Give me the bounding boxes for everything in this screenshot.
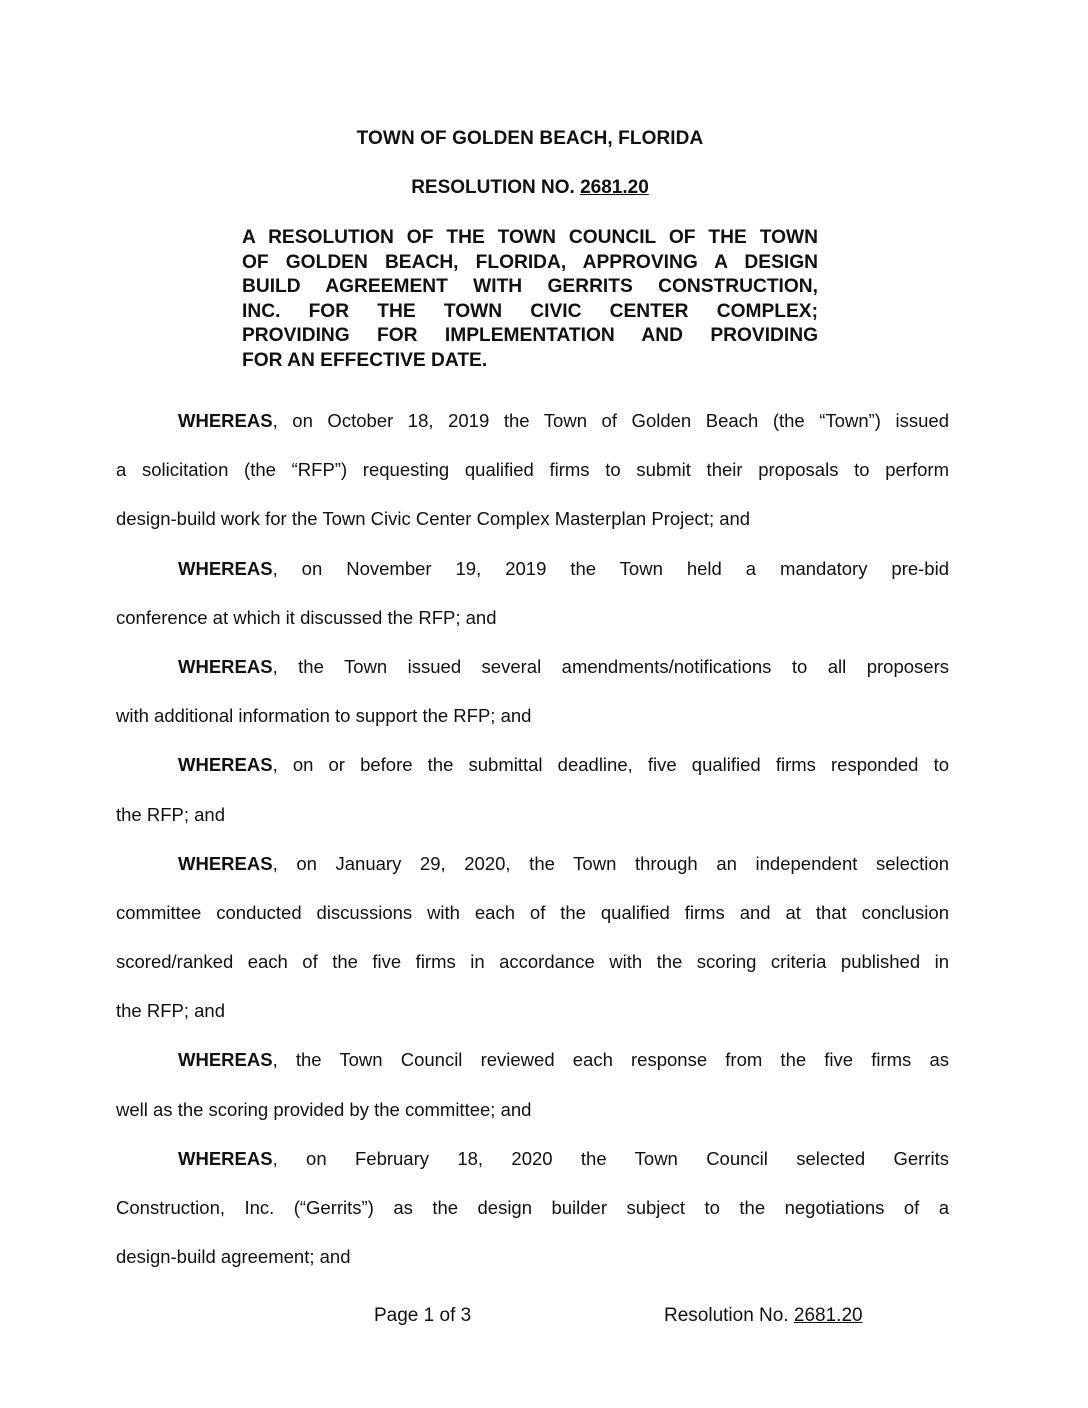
page-number: Page 1 of 3 [374,1305,472,1326]
whereas-keyword: WHEREAS [178,655,273,677]
whereas-clause [116,839,949,1036]
caption-line: FOR AN EFFECTIVE DATE. [242,349,488,371]
clause-first-line [116,1035,949,1084]
whereas-clause [116,1134,949,1282]
whereas-keyword: WHEREAS [178,1049,273,1071]
footer-resolution [664,1305,863,1327]
clause-line: scored/ranked each of the five firms in accordance with the scoring criteria published in [116,951,949,973]
clause-line: well as the scoring provided by the committee; and [116,1098,532,1120]
whereas-keyword: WHEREAS [178,1147,273,1169]
whereas-clause [116,740,949,838]
clause-line: design-build work for the Town Civic Center Complex Masterplan Project; and [116,508,751,530]
whereas-clause [116,642,949,740]
caption-line: PROVIDING FOR IMPLEMENTATION AND PROVIDING [242,325,818,347]
clause-text: , the Town Council reviewed each response from the five firms as [272,1049,949,1071]
caption-line: BUILD AGREEMENT WITH GERRITS CONSTRUCTION, [242,276,818,298]
clause-first-line [116,642,949,691]
resolution-caption [242,226,818,374]
clause-text: , on January 29, 2020, the Town through an independent selection [272,852,949,874]
footer-resolution-number: 2681.20 [793,1305,863,1326]
clause-first-line [116,544,949,593]
clause-first-line [116,740,949,789]
clause-line: design-build agreement; and [116,1246,351,1268]
resolution-title [0,177,1060,199]
resolution-prefix: RESOLUTION NO. [411,177,581,198]
clause-first-line [116,839,949,888]
clause-line: conference at which it discussed the RFP; and [116,606,497,628]
clause-line: committee conducted discussions with each of the qualified firms and at that conclusion [116,901,949,923]
clause-first-line [116,396,949,445]
footer-resolution-prefix: Resolution No. [664,1305,794,1326]
whereas-keyword: WHEREAS [178,557,273,579]
town-title: TOWN OF GOLDEN BEACH, FLORIDA [356,128,704,149]
clause-line: Construction, Inc. (“Gerrits”) as the design builder subject to the negotiations of a [116,1197,949,1218]
whereas-clauses [116,396,949,1281]
clause-line: the RFP; and [116,1000,226,1022]
clause-text: , on February 18, 2020 the Town Council selected Gerrits [272,1147,949,1169]
resolution-number: 2681.20 [580,177,649,198]
clause-text: , on November 19, 2019 the Town held a mandatory pre-bid [272,557,949,579]
caption-line: INC. FOR THE TOWN CIVIC CENTER COMPLEX; [242,300,818,322]
clause-line: the RFP; and [116,803,226,825]
clause-text: , on October 18, 2019 the Town of Golden Beach (the “Town”) issued [272,410,949,431]
whereas-clause [116,1035,949,1133]
whereas-keyword: WHEREAS [178,410,273,431]
whereas-clause [116,396,949,544]
clause-line: with additional information to support the RFP; and [116,705,532,727]
clause-text: , the Town issued several amendments/notifications to all proposers [272,655,949,677]
clause-text: , on or before the submittal deadline, five qualified firms responded to [272,754,949,776]
whereas-clause [116,544,949,642]
caption-line: OF GOLDEN BEACH, FLORIDA, APPROVING A DESIGN [242,251,818,273]
whereas-keyword: WHEREAS [178,754,273,776]
clause-first-line [116,1134,949,1183]
clause-line: a solicitation (the “RFP”) requesting qualified firms to submit their proposals to perform [116,459,949,481]
caption-line: A RESOLUTION OF THE TOWN COUNCIL OF THE TOWN [242,227,818,248]
whereas-keyword: WHEREAS [178,852,273,874]
